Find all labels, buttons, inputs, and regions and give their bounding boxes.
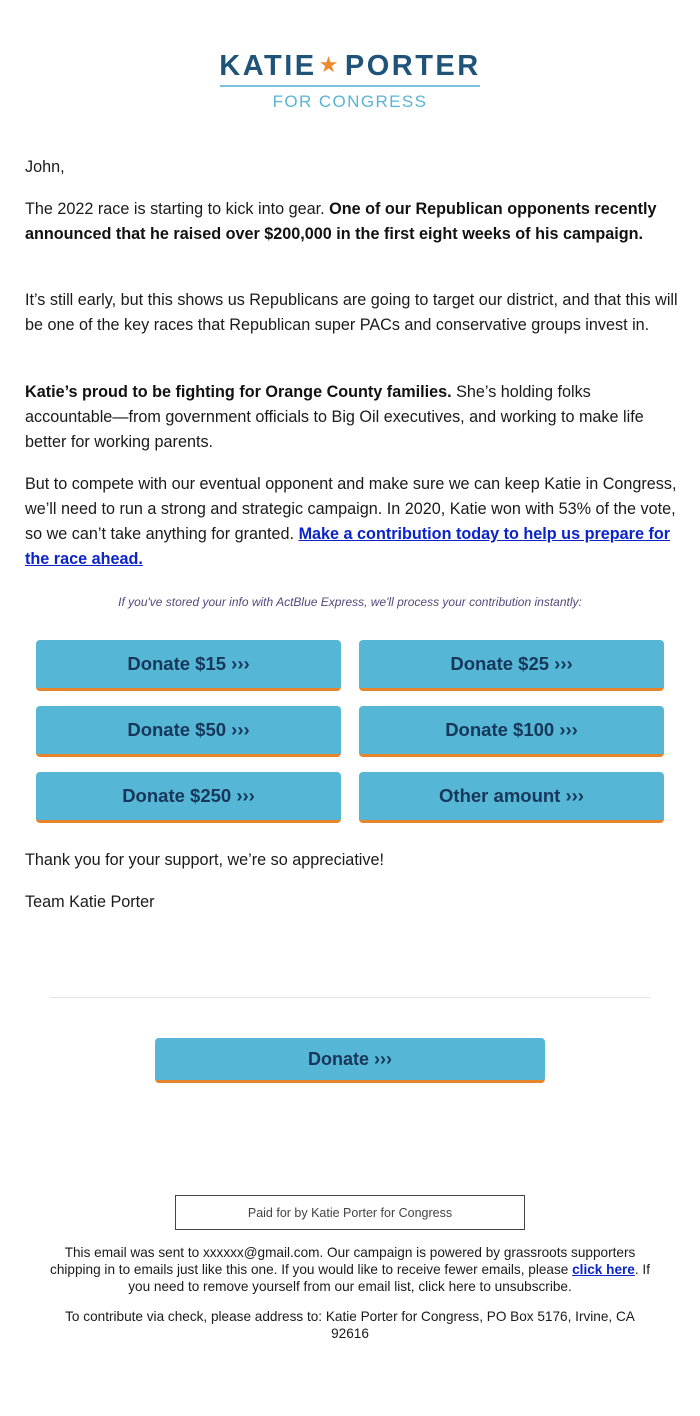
footer-notice [50,1244,650,1295]
donate-button[interactable]: Donate ››› [155,1038,545,1083]
greeting: John, [25,158,65,176]
logo-last-name: PORTER [344,50,481,82]
paragraph-1-text: The 2022 race is starting to kick into gear. [25,200,330,218]
paragraph-3-text: She’s holding folks accountable—from government officials to Big Oil executives, and working to make life better for working parents. [25,383,644,451]
actblue-note: If you've stored your info with ActBlue Express, we'll process your contribution instantly: [118,595,582,609]
logo-first-name: KATIE [219,50,317,82]
campaign-logo [0,50,700,112]
paragraph-4-text: But to compete with our eventual opponent and make sure we can keep Katie in Congress, we’ll need to run a strong and strategic campaign. In 2020, Katie won with 53% of the vote, so we can’t take anything for granted. [25,475,677,543]
paragraph-4 [25,472,680,572]
donate-250-button[interactable]: Donate $250 ››› [36,772,341,823]
logo-name [219,50,480,82]
paid-for-disclaimer: Paid for by Katie Porter for Congress [175,1195,525,1230]
mailing-address: To contribute via check, please address to: Katie Porter for Congress, PO Box 5176, Irvine, CA 92616 [65,1309,635,1341]
paragraph-1-bold: One of our Republican opponents recently announced that he raised over $200,000 in the first eight weeks of his campaign. [25,200,657,243]
thank-you-text: Thank you for your support, we’re so appreciative! [25,851,385,869]
donate-15-button[interactable]: Donate $15 ››› [36,640,341,691]
donate-50-button[interactable]: Donate $50 ››› [36,706,341,757]
paragraph-3-bold: Katie’s proud to be fighting for Orange County families. [25,383,452,401]
logo-subtitle: FOR CONGRESS [272,92,428,111]
divider [50,997,650,998]
footer-notice-text-1: This email was sent to xxxxxx@gmail.com. Our campaign is powered by grassroots supporters chipping in to emails just like this one. If you would like to receive fewer emails, please [50,1245,636,1277]
donate-100-button[interactable]: Donate $100 ››› [359,706,664,757]
footer-notice-text-2: . If you need to remove yourself from our email list, click here to unsubscribe. [128,1262,650,1294]
paragraph-2: It’s still early, but this shows us Republicans are going to target our district, and that this will be one of the key races that Republican super PACs and conservative groups invest in. [25,291,678,334]
paragraph-1 [25,197,680,247]
donate-25-button[interactable]: Donate $25 ››› [359,640,664,691]
click-here-link[interactable]: click here [572,1262,635,1277]
logo-divider [220,85,480,87]
signoff: Team Katie Porter [25,893,155,911]
star-icon: ★ [318,52,341,77]
contribution-link[interactable]: Make a contribution today to help us prepare for the race ahead. [25,525,671,568]
paragraph-3 [25,380,680,455]
donate-other-amount-button[interactable]: Other amount ››› [359,772,664,823]
